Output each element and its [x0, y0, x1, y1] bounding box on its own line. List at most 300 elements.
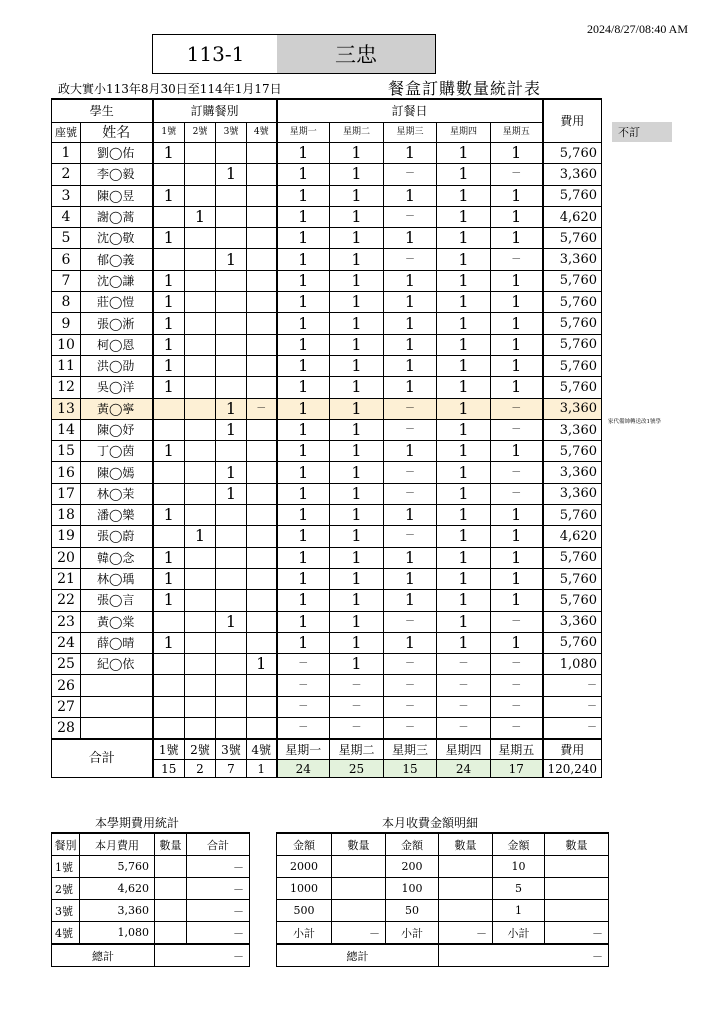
monthly-cell: 100 [386, 878, 439, 900]
order-type-1: 1 [153, 143, 185, 164]
order-day-2: 1 [330, 441, 384, 462]
order-day-2: － [330, 718, 384, 740]
order-day-3: 1 [384, 377, 437, 398]
order-type-1: 1 [153, 377, 185, 398]
student-row [52, 313, 602, 334]
semester-fee: 1,080 [80, 922, 155, 945]
seat-number: 11 [52, 355, 81, 376]
seat-number: 10 [52, 334, 81, 355]
order-type-3 [216, 632, 247, 653]
header-day-thu: 星期四 [437, 123, 491, 143]
order-day-4: 1 [437, 270, 491, 291]
order-type-3 [216, 526, 247, 547]
semester-sum: － [187, 856, 250, 878]
order-day-2: － [330, 675, 384, 696]
order-day-4: － [437, 654, 491, 675]
total-day-wed: 15 [384, 760, 437, 778]
header-day-mon: 星期一 [277, 123, 330, 143]
order-type-4 [247, 632, 277, 653]
order-day-3: 1 [384, 143, 437, 164]
order-day-5: － [491, 419, 543, 440]
order-day-5: 1 [491, 526, 543, 547]
header-order-day: 訂餐日 [277, 99, 543, 123]
order-day-4: 1 [437, 632, 491, 653]
fee-amount: － [543, 675, 602, 696]
order-type-2 [185, 675, 216, 696]
order-day-1: 1 [277, 228, 330, 249]
order-type-4 [247, 505, 277, 526]
order-type-3 [216, 377, 247, 398]
student-name: 莊◯愷 [81, 292, 153, 313]
seat-number: 13 [52, 398, 81, 419]
order-day-5: 1 [491, 377, 543, 398]
student-row [52, 611, 602, 632]
order-day-4: 1 [437, 419, 491, 440]
order-day-1: 1 [277, 547, 330, 568]
monthly-header-amount: 金額 [277, 833, 332, 856]
totals-header-type-1: 1號 [153, 739, 185, 760]
seat-number: 23 [52, 611, 81, 632]
order-day-5: 1 [491, 185, 543, 206]
order-type-1 [153, 675, 185, 696]
semester-total: － [155, 944, 250, 967]
order-day-5: 1 [491, 590, 543, 611]
order-type-3 [216, 355, 247, 376]
order-day-4: － [437, 696, 491, 717]
order-day-2: 1 [330, 228, 384, 249]
semester-sum: － [187, 878, 250, 900]
order-type-4 [247, 355, 277, 376]
total-day-mon: 24 [277, 760, 330, 778]
order-type-3 [216, 568, 247, 589]
order-day-2: 1 [330, 377, 384, 398]
order-type-3 [216, 185, 247, 206]
order-day-1: － [277, 654, 330, 675]
order-type-4 [247, 483, 277, 504]
student-row [52, 505, 602, 526]
order-type-4 [247, 441, 277, 462]
order-type-2 [185, 505, 216, 526]
order-day-4: 1 [437, 441, 491, 462]
student-row [52, 696, 602, 717]
student-name [81, 675, 153, 696]
order-type-2 [185, 441, 216, 462]
order-day-3: － [384, 483, 437, 504]
order-day-4: 1 [437, 313, 491, 334]
semester-header-qty: 數量 [155, 833, 187, 856]
order-type-2 [185, 568, 216, 589]
order-day-4: 1 [437, 611, 491, 632]
seat-number: 3 [52, 185, 81, 206]
order-day-4: 1 [437, 334, 491, 355]
monthly-detail-table [276, 832, 609, 967]
order-type-1: 1 [153, 334, 185, 355]
order-type-1 [153, 526, 185, 547]
semester-type: 3號 [52, 900, 80, 922]
student-name: 沈◯敬 [81, 228, 153, 249]
not-order-label: 不訂 [612, 122, 672, 142]
fee-amount: 3,360 [543, 164, 602, 185]
monthly-total-label: 總計 [277, 944, 439, 967]
order-day-1: 1 [277, 632, 330, 653]
seat-number: 16 [52, 462, 81, 483]
student-row [52, 632, 602, 653]
fee-amount: 5,760 [543, 505, 602, 526]
order-type-1: 1 [153, 313, 185, 334]
semester-fee: 3,360 [80, 900, 155, 922]
seat-number: 20 [52, 547, 81, 568]
order-type-4 [247, 675, 277, 696]
order-day-5: 1 [491, 505, 543, 526]
order-day-5: 1 [491, 355, 543, 376]
semester-total-label: 總計 [52, 944, 155, 967]
fee-amount: 1,080 [543, 654, 602, 675]
order-type-2 [185, 270, 216, 291]
order-day-4: 1 [437, 292, 491, 313]
fee-amount: 5,760 [543, 568, 602, 589]
order-day-5: － [491, 611, 543, 632]
order-day-1: 1 [277, 377, 330, 398]
order-day-3: － [384, 398, 437, 419]
order-day-1: 1 [277, 164, 330, 185]
header-type-4: 4號 [247, 123, 277, 143]
order-day-3: 1 [384, 334, 437, 355]
student-name: 薛◯晴 [81, 632, 153, 653]
student-row [52, 249, 602, 270]
student-row [52, 377, 602, 398]
order-day-5: － [491, 675, 543, 696]
order-day-2: 1 [330, 206, 384, 227]
order-table [51, 98, 602, 778]
order-type-4 [247, 590, 277, 611]
order-day-1: 1 [277, 334, 330, 355]
order-day-5: － [491, 398, 543, 419]
order-day-1: 1 [277, 398, 330, 419]
order-day-1: － [277, 696, 330, 717]
student-name: 陳◯昱 [81, 185, 153, 206]
monthly-total: － [439, 944, 609, 967]
monthly-subtotal-label: 小計 [277, 922, 332, 945]
order-day-1: 1 [277, 590, 330, 611]
order-day-2: 1 [330, 483, 384, 504]
seat-number: 1 [52, 143, 81, 164]
order-type-1: 1 [153, 355, 185, 376]
seat-number: 17 [52, 483, 81, 504]
order-day-5: 1 [491, 292, 543, 313]
order-day-3: － [384, 675, 437, 696]
semester-header-fee: 本月費用 [80, 833, 155, 856]
seat-number: 12 [52, 377, 81, 398]
order-type-2 [185, 377, 216, 398]
order-day-3: 1 [384, 355, 437, 376]
student-row [52, 270, 602, 291]
header-type-1: 1號 [153, 123, 185, 143]
student-row [52, 164, 602, 185]
order-type-4 [247, 718, 277, 740]
order-day-3: 1 [384, 505, 437, 526]
order-day-2: 1 [330, 547, 384, 568]
class-code: 113-1 [152, 34, 279, 74]
order-type-2 [185, 696, 216, 717]
seat-number: 4 [52, 206, 81, 227]
seat-number: 24 [52, 632, 81, 653]
header-type-2: 2號 [185, 123, 216, 143]
order-type-2: 1 [185, 206, 216, 227]
header-day-fri: 星期五 [491, 123, 543, 143]
student-name: 郁◯義 [81, 249, 153, 270]
seat-number: 2 [52, 164, 81, 185]
fee-amount: 5,760 [543, 292, 602, 313]
order-day-1: 1 [277, 249, 330, 270]
order-day-2: 1 [330, 505, 384, 526]
order-day-4: 1 [437, 355, 491, 376]
order-type-3: 1 [216, 164, 247, 185]
order-day-3: － [384, 696, 437, 717]
totals-fee-label: 費用 [543, 739, 602, 760]
monthly-cell: 500 [277, 900, 332, 922]
order-day-1: 1 [277, 526, 330, 547]
student-name: 黃◯寧 [81, 398, 153, 419]
order-day-1: 1 [277, 292, 330, 313]
student-name [81, 696, 153, 717]
order-type-3 [216, 143, 247, 164]
student-row [52, 462, 602, 483]
monthly-subtotal: － [332, 922, 386, 945]
order-type-4: － [247, 398, 277, 419]
student-name: 紀◯依 [81, 654, 153, 675]
seat-number: 26 [52, 675, 81, 696]
order-type-1: 1 [153, 505, 185, 526]
order-day-4: 1 [437, 568, 491, 589]
order-type-2 [185, 313, 216, 334]
totals-header-type-3: 3號 [216, 739, 247, 760]
student-row [52, 718, 602, 740]
seat-number: 25 [52, 654, 81, 675]
seat-number: 14 [52, 419, 81, 440]
order-day-4: 1 [437, 483, 491, 504]
header-type-3: 3號 [216, 123, 247, 143]
fee-amount: 3,360 [543, 419, 602, 440]
order-day-5: 1 [491, 143, 543, 164]
total-type-1: 15 [153, 760, 185, 778]
order-type-3 [216, 675, 247, 696]
order-type-2 [185, 228, 216, 249]
header-day-tue: 星期二 [330, 123, 384, 143]
order-type-4 [247, 526, 277, 547]
order-day-1: 1 [277, 185, 330, 206]
class-name: 三忠 [277, 34, 436, 74]
student-row [52, 590, 602, 611]
order-day-4: 1 [437, 398, 491, 419]
order-type-1 [153, 696, 185, 717]
fee-amount: 5,760 [543, 377, 602, 398]
order-type-1 [153, 654, 185, 675]
order-day-3: － [384, 611, 437, 632]
order-type-3 [216, 228, 247, 249]
order-type-1: 1 [153, 568, 185, 589]
fee-amount: 5,760 [543, 547, 602, 568]
order-day-5: － [491, 164, 543, 185]
header-day-wed: 星期三 [384, 123, 437, 143]
totals-header-day-fri: 星期五 [491, 739, 543, 760]
totals-header-day-wed: 星期三 [384, 739, 437, 760]
semester-header-sum: 合計 [187, 833, 250, 856]
order-type-3 [216, 547, 247, 568]
order-day-5: － [491, 249, 543, 270]
order-type-1: 1 [153, 185, 185, 206]
order-day-1: 1 [277, 611, 330, 632]
totals-header-day-mon: 星期一 [277, 739, 330, 760]
student-row [52, 441, 602, 462]
order-type-4 [247, 228, 277, 249]
order-type-1 [153, 398, 185, 419]
order-day-5: － [491, 483, 543, 504]
semester-sum: － [187, 900, 250, 922]
totals-label: 合計 [52, 739, 153, 778]
monthly-cell [545, 900, 609, 922]
order-day-4: 1 [437, 164, 491, 185]
semester-sum: － [187, 922, 250, 945]
order-type-3: 1 [216, 249, 247, 270]
order-type-3: 1 [216, 483, 247, 504]
order-type-2 [185, 462, 216, 483]
order-type-4 [247, 611, 277, 632]
total-day-fri: 17 [491, 760, 543, 778]
seat-number: 6 [52, 249, 81, 270]
order-type-4 [247, 185, 277, 206]
order-type-1: 1 [153, 632, 185, 653]
order-type-4 [247, 377, 277, 398]
order-day-2: 1 [330, 355, 384, 376]
fee-amount: 5,760 [543, 441, 602, 462]
seat-number: 22 [52, 590, 81, 611]
student-name: 吳◯洋 [81, 377, 153, 398]
order-day-1: 1 [277, 270, 330, 291]
student-name: 黃◯棠 [81, 611, 153, 632]
seat-number: 5 [52, 228, 81, 249]
order-day-1: 1 [277, 313, 330, 334]
order-day-3: 1 [384, 441, 437, 462]
order-day-1: 1 [277, 505, 330, 526]
student-row [52, 292, 602, 313]
order-day-5: 1 [491, 441, 543, 462]
order-day-5: 1 [491, 206, 543, 227]
order-type-3 [216, 505, 247, 526]
student-name: 丁◯茵 [81, 441, 153, 462]
order-type-2 [185, 654, 216, 675]
header-name: 姓名 [81, 123, 153, 143]
monthly-cell: 5 [493, 878, 545, 900]
seat-number: 15 [52, 441, 81, 462]
order-type-4 [247, 249, 277, 270]
fee-amount: 3,360 [543, 398, 602, 419]
order-type-1 [153, 419, 185, 440]
student-row [52, 675, 602, 696]
order-day-1: － [277, 718, 330, 740]
monthly-cell: 2000 [277, 856, 332, 878]
order-day-3: 1 [384, 292, 437, 313]
order-type-3 [216, 654, 247, 675]
order-type-4: 1 [247, 654, 277, 675]
student-row [52, 228, 602, 249]
order-day-2: 1 [330, 143, 384, 164]
order-day-2: 1 [330, 164, 384, 185]
header-fee: 費用 [543, 99, 602, 143]
monthly-header-amount: 金額 [493, 833, 545, 856]
semester-fee-table [51, 832, 250, 967]
fee-amount: 5,760 [543, 185, 602, 206]
student-row [52, 419, 602, 440]
monthly-header-qty: 數量 [439, 833, 493, 856]
order-day-3: － [384, 526, 437, 547]
order-day-4: 1 [437, 505, 491, 526]
order-period: 政大實小113年8月30日至114年1月17日 [58, 82, 282, 96]
order-type-3: 1 [216, 462, 247, 483]
fee-amount: 3,360 [543, 483, 602, 504]
order-day-1: － [277, 675, 330, 696]
order-day-1: 1 [277, 441, 330, 462]
order-day-5: － [491, 696, 543, 717]
order-type-3 [216, 313, 247, 334]
student-name: 沈◯謙 [81, 270, 153, 291]
monthly-title: 本月收費金額明細 [382, 816, 479, 830]
student-name: 柯◯恩 [81, 334, 153, 355]
student-row [52, 568, 602, 589]
total-type-3: 7 [216, 760, 247, 778]
order-type-4 [247, 696, 277, 717]
order-day-4: 1 [437, 377, 491, 398]
order-type-1 [153, 611, 185, 632]
order-type-2 [185, 355, 216, 376]
fee-amount: － [543, 718, 602, 740]
order-day-5: － [491, 718, 543, 740]
student-name [81, 718, 153, 740]
order-type-2 [185, 590, 216, 611]
fee-amount: 4,620 [543, 206, 602, 227]
order-day-1: 1 [277, 568, 330, 589]
order-type-3: 1 [216, 611, 247, 632]
monthly-cell [332, 856, 386, 878]
order-day-3: 1 [384, 228, 437, 249]
seat-number: 9 [52, 313, 81, 334]
order-type-4 [247, 419, 277, 440]
semester-qty [155, 922, 187, 945]
fee-amount: 5,760 [543, 143, 602, 164]
order-type-2: 1 [185, 526, 216, 547]
order-day-3: － [384, 419, 437, 440]
order-type-3 [216, 718, 247, 740]
semester-type: 4號 [52, 922, 80, 945]
order-type-1 [153, 206, 185, 227]
semester-fee: 5,760 [80, 856, 155, 878]
order-type-3 [216, 334, 247, 355]
totals-header-type-4: 4號 [247, 739, 277, 760]
student-row [52, 654, 602, 675]
order-day-5: 1 [491, 313, 543, 334]
order-day-4: － [437, 718, 491, 740]
order-type-4 [247, 334, 277, 355]
monthly-cell: 200 [386, 856, 439, 878]
order-day-2: 1 [330, 270, 384, 291]
seat-number: 28 [52, 718, 81, 740]
order-day-2: 1 [330, 249, 384, 270]
monthly-header-qty: 數量 [545, 833, 609, 856]
student-name: 洪◯劭 [81, 355, 153, 376]
order-day-3: 1 [384, 313, 437, 334]
order-day-5: － [491, 462, 543, 483]
order-type-2 [185, 164, 216, 185]
order-day-1: 1 [277, 419, 330, 440]
